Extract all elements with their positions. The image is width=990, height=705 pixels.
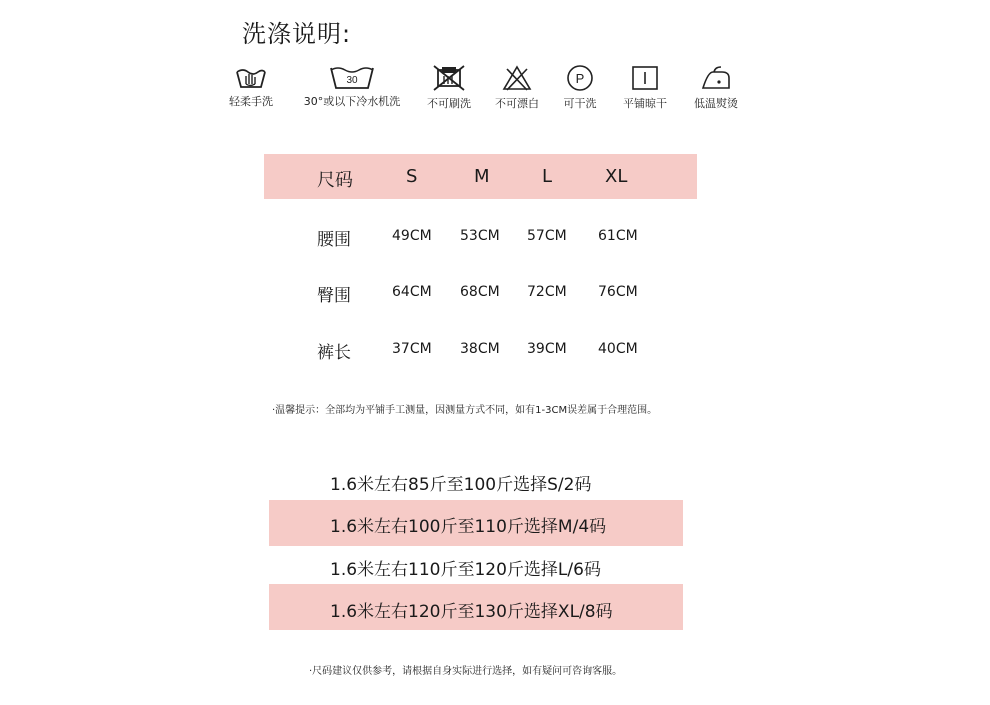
table-cell: 49CM [392,228,432,244]
svg-text:30: 30 [346,75,358,86]
measurement-note: ·温馨提示：全部均为平铺手工测量，因测量方式不同，如有1-3CM误差属于合理范围。 [272,405,658,416]
care-item-dry-clean: P 可干洗 [556,64,604,111]
care-instructions [222,64,752,120]
header-size-label: 尺码 [317,170,353,191]
dry-clean-icon [565,64,595,92]
row-label-hip: 臀围 [317,286,351,306]
flat-dry-icon [630,64,660,92]
table-cell: 61CM [598,228,638,244]
table-cell: 72CM [527,284,567,300]
table-cell: 37CM [392,341,432,357]
wash-30-icon [327,64,377,90]
gentle-hand-wash-icon [234,64,268,90]
recommendation-l: 1.6米左右110斤至120斤选择L/6码 [330,560,601,580]
table-cell: 68CM [460,284,500,300]
low-iron-icon [700,64,732,92]
page-title: 洗涤说明: [242,20,352,48]
row-label-length: 裤长 [317,343,351,363]
no-bleach-icon [501,64,533,92]
care-item-hand-wash: 轻柔手洗 [222,64,280,109]
care-item-machine-wash: 30 30°或以下冷水机洗 [292,64,412,109]
advice-note: ·尺码建议仅供参考，请根据自身实际进行选择，如有疑问可咨询客服。 [309,666,623,677]
table-cell: 39CM [527,341,567,357]
care-item-flat-dry: 平铺晾干 [614,64,676,111]
table-cell: 40CM [598,341,638,357]
header-s: S [406,166,418,187]
care-item-no-brush: 不可刷洗 [420,64,478,111]
table-cell: 38CM [460,341,500,357]
header-xl: XL [605,166,628,187]
table-cell: 53CM [460,228,500,244]
row-label-waist: 腰围 [317,230,351,250]
care-item-no-bleach: 不可漂白 [488,64,546,111]
no-brush-icon [432,64,466,92]
svg-text:P: P [575,71,585,86]
recommendation-xl: 1.6米左右120斤至130斤选择XL/8码 [330,602,613,622]
header-l: L [542,166,553,187]
recommendation-s: 1.6米左右85斤至100斤选择S/2码 [330,475,592,495]
table-cell: 57CM [527,228,567,244]
care-item-low-iron: 低温熨烫 [686,64,746,111]
recommendation-m: 1.6米左右100斤至110斤选择M/4码 [330,517,607,537]
header-m: M [474,166,490,187]
table-cell: 64CM [392,284,432,300]
table-cell: 76CM [598,284,638,300]
